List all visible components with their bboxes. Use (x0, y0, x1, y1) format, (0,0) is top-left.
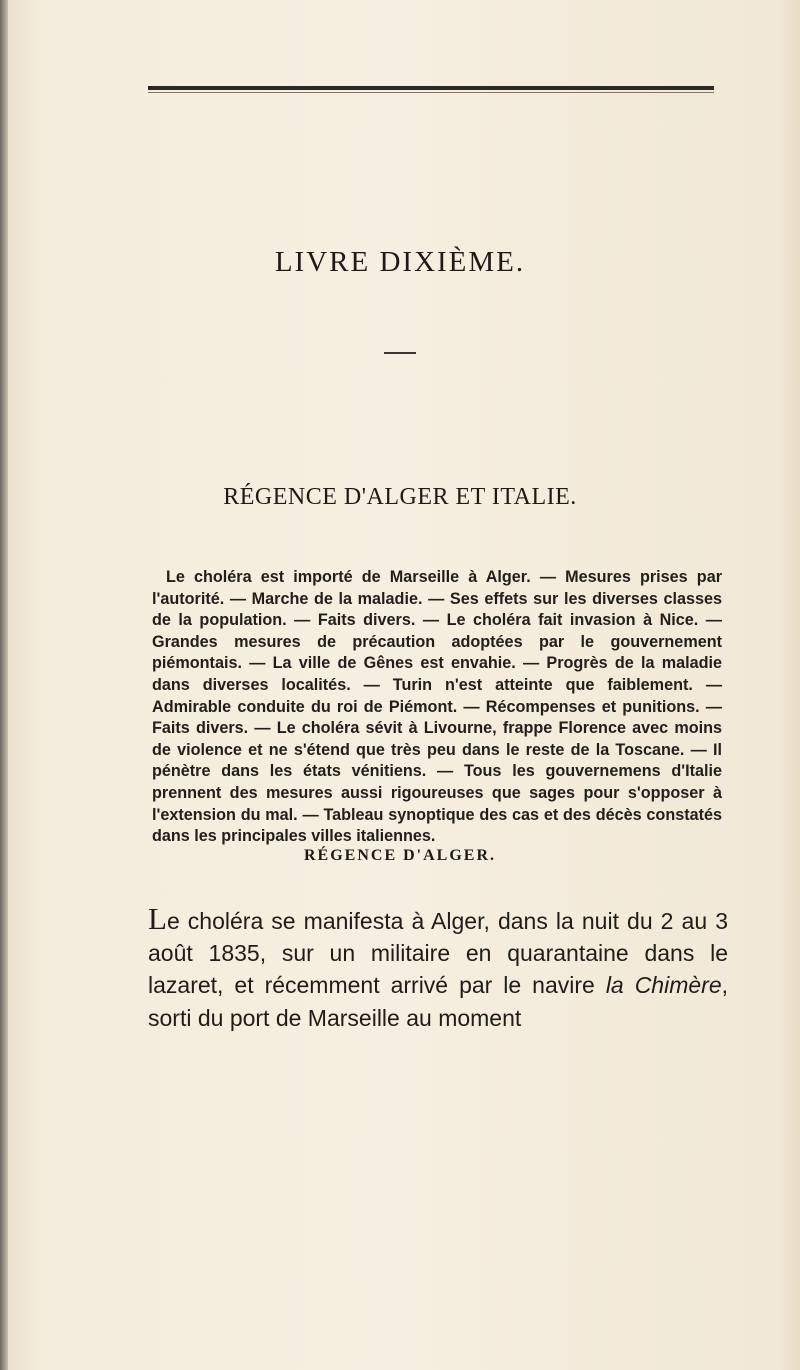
separator-rule (384, 352, 416, 354)
chapter-summary: Le choléra est importé de Marseille à Alger. — Mesures prises par l'autorité. — Marche de la maladie. — Ses effets sur les diverses classes de la population. — Faits divers. — Le choléra fait invasion à Nice. — Grandes mesures de précaution adoptées par le gouvernement piémontais. — La ville de Gênes est envahie. — Progrès de la maladie dans diverses localités. — Turin n'est atteinte que faiblement. — Admirable conduite du roi de Piémont. — Récompenses et punitions. — Faits divers. — Le choléra sévit à Livourne, frappe Florence avec moins de violence et ne s'étend que très peu dans le reste de la Toscane. — Il pénètre dans les états vénitiens. — Tous les gouvernemens d'Italie prennent des mesures aussi rigoureuses que sages pour s'opposer à l'extension du mal. — Tableau synoptique des cas et des décès constatés dans les principales villes italiennes. (152, 568, 722, 846)
section-heading: RÉGENCE D'ALGER ET ITALIE. (223, 484, 577, 510)
body-text-b: , sorti du port de Marseille au moment (148, 972, 728, 1031)
subheading: RÉGENCE D'ALGER. (303, 847, 497, 864)
top-rule (148, 86, 714, 90)
body-paragraph (148, 903, 728, 1034)
top-rule-thin (148, 92, 714, 93)
body-text-a: e choléra se manifesta à Alger, dans la nuit du 2 au 3 août 1835, sur un militaire en quarantaine dans le lazaret, et récemment arrivé par le navire (148, 908, 728, 999)
book-heading: LIVRE DIXIÈME. (274, 246, 526, 278)
ship-name: la Chimère (605, 972, 722, 999)
drop-cap: L (148, 901, 167, 936)
binding-edge (0, 0, 8, 1370)
